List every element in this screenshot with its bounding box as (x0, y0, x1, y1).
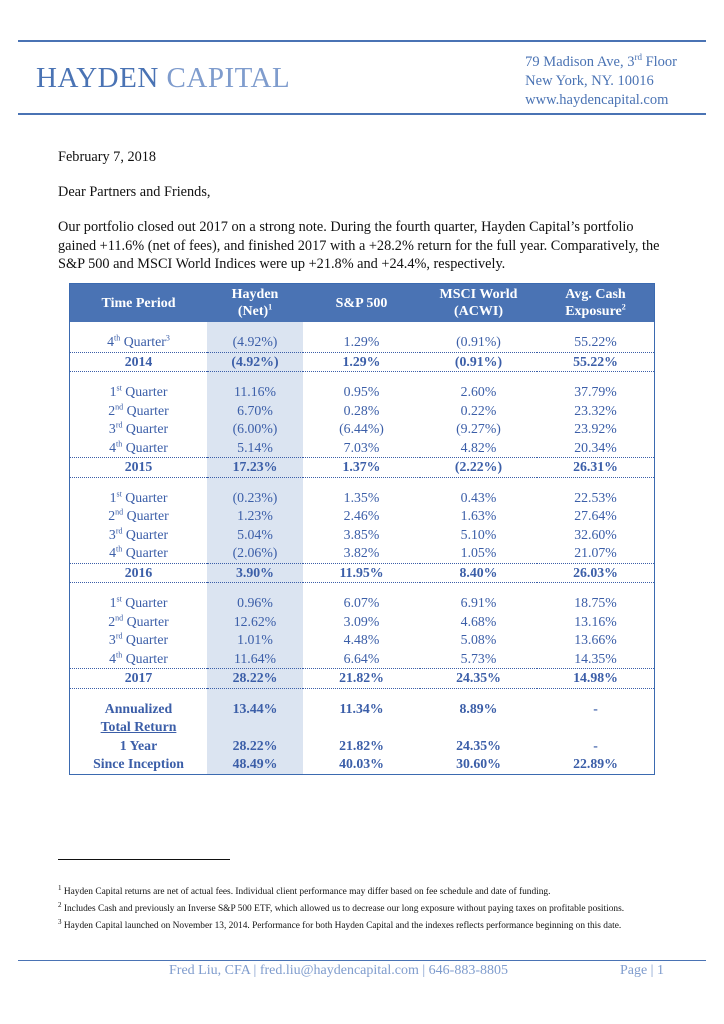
footer-rule (18, 960, 706, 961)
table-row-year-total: 2017 28.22% 21.82% 24.35% 14.98% (70, 669, 655, 689)
table-row: 2nd Quarter 6.70% 0.28% 0.22% 23.32% (70, 402, 655, 421)
table-row: 3rd Quarter (6.00%) (6.44%) (9.27%) 23.92% (70, 420, 655, 439)
table-header-row (70, 284, 655, 323)
table-row-total-return: Total Return (70, 718, 655, 737)
header-top-rule (18, 40, 706, 42)
table-row-one-year: 1 Year 28.22% 21.82% 24.35% - (70, 737, 655, 756)
letter-paragraph: Our portfolio closed out 2017 on a strong note. During the fourth quarter, Hayden Capital’s portfolio gained +11.6% (net of fees), and finished 2017 with a +28.2% return for the full year. Comparatively, the S&P 500 and MSCI World Indices were up +21.8% and +24.4%, respectively. (58, 219, 660, 272)
address-line-2: New York, NY. 10016 (525, 72, 654, 89)
brand-light: CAPITAL (166, 62, 291, 94)
website-link[interactable]: www.haydencapital.com (525, 91, 669, 108)
footnote-2: $^2$ Includes Cash and previously an Inverse S&P 500 ETF, which allowed us to decrease our long exposure without paying taxes on profitable positions. (58, 901, 625, 915)
table-row-year-total: 2014 (4.92%) 1.29% (0.91%) 55.22% (70, 352, 655, 372)
header-sp500: S&P 500 (303, 284, 420, 323)
table-row-year-total: 2015 17.23% 1.37% (2.22%) 26.31% (70, 458, 655, 478)
footnotes (58, 882, 670, 933)
table-row-annualized: Annualized 13.44% 11.34% 8.89% - (70, 700, 655, 719)
footer-contact[interactable]: Fred Liu, CFA | fred.liu@haydencapital.com | 646-883-8805 (169, 963, 509, 978)
brand-logo (36, 62, 290, 95)
table-row: 2nd Quarter 12.62% 3.09% 4.68% 13.16% (70, 613, 655, 632)
table-row: 4th Quarter (2.06%) 3.82% 1.05% 21.07% (70, 544, 655, 563)
address-line-1: 79 Madison Ave, 3rd Floor (525, 52, 677, 70)
footnote-1: $^1$ Hayden Capital returns are net of actual fees. Individual client performance may differ based on fee schedule and date of funding. (58, 884, 551, 898)
header-time-period: Time Period (70, 284, 208, 323)
performance-table (69, 283, 655, 775)
brand-strong: HAYDEN (36, 62, 159, 94)
table-row: 1st Quarter 11.16% 0.95% 2.60% 37.79% (70, 383, 655, 402)
table-row: 1st Quarter (0.23%) 1.35% 0.43% 22.53% (70, 489, 655, 508)
table-row: 3rd Quarter 1.01% 4.48% 5.08% 13.66% (70, 631, 655, 650)
header-msci: MSCI World (ACWI) (420, 284, 537, 323)
table-row-year-total: 2016 3.90% 11.95% 8.40% 26.03% (70, 563, 655, 583)
table-row: 3rd Quarter 5.04% 3.85% 5.10% 32.60% (70, 526, 655, 545)
table-row-since-inception: Since Inception 48.49% 40.03% 30.60% 22.89% (70, 755, 655, 774)
footnote-3: $^3$ Hayden Capital launched on November 13, 2014. Performance for both Hayden Capital and the indexes reflects performance beginning on this date. (58, 918, 622, 932)
header-cash-exposure: Avg. Cash Exposure$^2$ (537, 284, 655, 323)
table-row: 4th Quarter$^3$ (4.92%) 1.29% (0.91%) 55.22% (70, 333, 655, 352)
page-number: Page | 1 (619, 963, 664, 978)
header-hayden: Hayden (Net)$^1$ (207, 284, 303, 323)
table-row: 2nd Quarter 1.23% 2.46% 1.63% 27.64% (70, 507, 655, 526)
address-block (525, 48, 677, 110)
table-row: 1st Quarter 0.96% 6.07% 6.91% 18.75% (70, 594, 655, 613)
table-row: 4th Quarter 11.64% 6.64% 5.73% 14.35% (70, 650, 655, 669)
table-row: 4th Quarter 5.14% 7.03% 4.82% 20.34% (70, 439, 655, 458)
letter-date: February 7, 2018 (58, 149, 157, 165)
letter-greeting: Dear Partners and Friends, (58, 184, 211, 200)
header-bottom-rule (18, 113, 706, 115)
footnote-separator (58, 859, 230, 860)
